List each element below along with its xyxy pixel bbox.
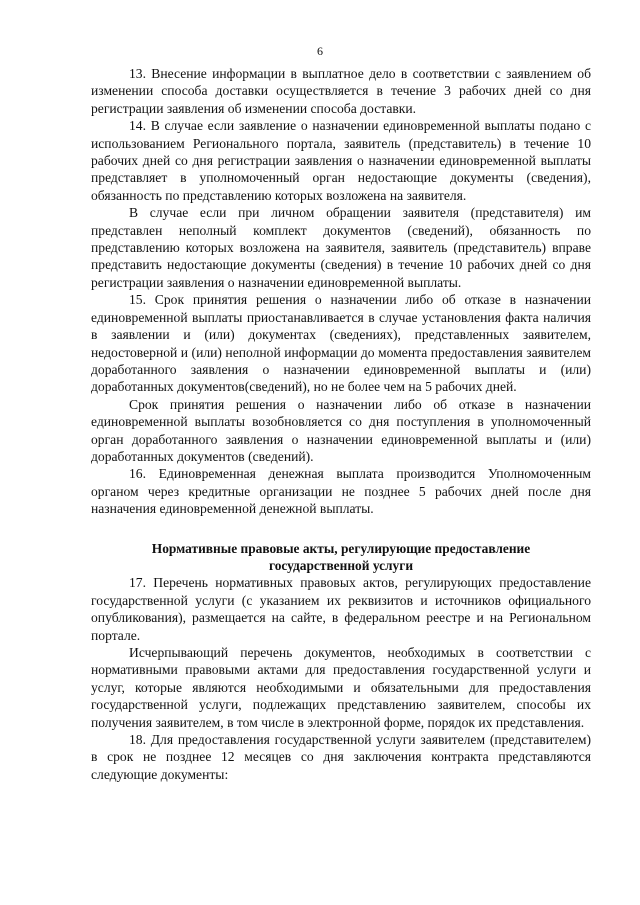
section-heading: Нормативные правовые акты, регулирующие предоставление государственной услуги [151,540,531,573]
page-number: 6 [317,44,323,58]
document-body [91,65,591,783]
paragraph-13: 13. Внесение информации в выплатное дело в соответствии с заявлением об изменении способа доставки осуществляется в течение 3 рабочих дней со дня регистрации заявления об изменении способа доставки. [91,66,591,116]
paragraph-16: 16. Единовременная денежная выплата производится Уполномоченным органом через кредитные организации не позднее 5 рабочих дней после дня назначения единовременной денежной выплаты. [91,466,591,517]
paragraph-documents-list: Исчерпывающий перечень документов, необходимых в соответствии с нормативными правовыми актами для предоставления государственной услуги и услуг, которые являются необходимыми и обязательными для предоставления государственной услуги, подлежащих представлению заявителем, способы их получения заявителем, в том числе в электронной форме, порядок их представления. [91,645,591,730]
paragraph-18: 18. Для предоставления государственной услуги заявителем (представителем) в срок не позднее 12 месяцев со дня заключения контракта представляются следующие документы: [91,732,591,782]
paragraph-14: 14. В случае если заявление о назначении единовременной выплаты подано с использованием Регионального портала, заявитель (представитель) в течение 10 рабочих дней со дня регистрации заявления о назначении единовременной выплаты представляет в уполномоченный орган недостающие документы (сведения), обязанность по представлению которых возложена на заявителя. [91,118,591,203]
paragraph-15: 15. Срок принятия решения о назначении либо об отказе в назначении единовременной выплаты приостанавливается в случае установления факта наличия в заявлении и (или) документах (сведениях), представленных заявителем, недостоверной и (или) неполной информации до момента предоставления заявителем доработанного заявления о назначении единовременной выплаты и (или) доработанных документов(сведений), но не более чем на 5 рабочих дней. [91,292,591,395]
paragraph-15-resumption: Срок принятия решения о назначении либо об отказе в назначении единовременной выплаты возобновляется со дня поступления в уполномоченный орган доработанного заявления о назначении единовременной выплаты и (или) доработанных документов (сведений). [91,396,591,464]
section-spacer [91,518,591,540]
paragraph-17: 17. Перечень нормативных правовых актов, регулирующих предоставление государственной услуги (с указанием их реквизитов и источников официального опубликования), размещается на сайте, в федеральном реестре и на Региональном портале. [91,575,591,643]
paragraph-14-personal-visit: В случае если при личном обращении заявителя (представителя) им представлен неполный комплект документов (сведений), обязанность по представлению которых возложена на заявителя, заявитель (представитель) вправе представить недостающие документы (сведения) в течение 10 рабочих дней со дня регистрации заявления о назначении единовременной выплаты. [91,205,591,290]
